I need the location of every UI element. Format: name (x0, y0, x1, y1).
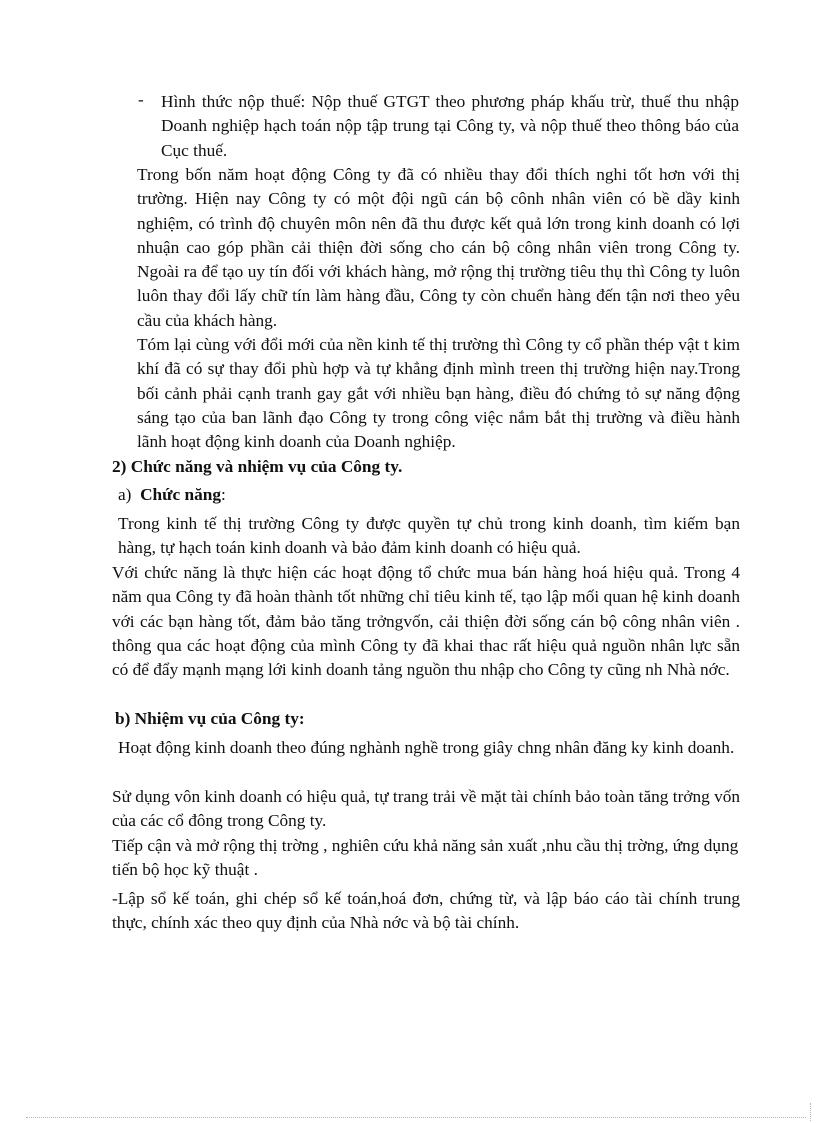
page-corner-mark (810, 1103, 811, 1121)
page-bottom-rule (26, 1117, 806, 1118)
subsection-a-title: Chức năng (140, 485, 222, 504)
subsection-a-colon: : (221, 485, 226, 504)
subsection-a-heading (118, 483, 738, 507)
paragraph-market-autonomy: Trong kinh tế thị trường Công ty được quyền tự chủ trong kinh doanh, tìm kiếm bạn hàng, tự hạch toán kinh doanh và bảo đảm kinh doanh có hiệu quả. (118, 514, 740, 558)
section-heading-text: ) Chức năng và nhiệm vụ của Công ty. (120, 457, 403, 476)
bullet-dash: - (138, 90, 144, 109)
paragraph-function-details: Với chức năng là thực hiện các hoạt động tổ chức mua bán hàng hoá hiệu quả. Trong 4 năm qua Công ty đã hoàn thành tốt những chỉ tiêu kinh tế, tạo lập mối quan hệ kinh doanh với các bạn hàng tốt, đảm bảo tăng trởngvốn, cải thiện đời sống cán bộ công nhân viên . thông qua các hoạt động của mình Công ty đã khai thac rất hiệu quả nguồn nhân lực sẵn có để đẩy mạnh mạng lới kinh doanh tảng nguồn thu nhập cho Công ty cũng nh Nhà nớc. (112, 563, 740, 680)
subsection-b-heading: b) Nhiệm vụ của Công ty: (115, 709, 305, 728)
subsection-a-label: a) (118, 485, 132, 504)
paragraph-accounting: -Lập sổ kế toán, ghi chép sổ kế toán,hoá đơn, chứng từ, và lập báo cáo tài chính trung thực, chính xác theo quy định của Nhà nớc và bộ tài chính. (112, 889, 740, 933)
section-number: 2 (112, 457, 121, 476)
section-heading-functions (112, 455, 740, 479)
paragraph-business-license: Hoạt động kinh doanh theo đúng nghành nghề trong giây chng nhân đăng ky kinh doanh. (118, 738, 735, 757)
tax-payment-bullet: Hình thức nộp thuế: Nộp thuế GTGT theo phương pháp khấu trừ, thuế thu nhập Doanh nghiệp hạch toán nộp tập trung tại Công ty, và nộp thuế theo thông báo của Cục thuế. (161, 92, 739, 160)
paragraph-summary: Tóm lại cùng với đổi mới của nền kinh tế thị trường thì Công ty cổ phần thép vật t kim khí đã có sự thay đổi phù hợp và tự khẳng định mình treen thị trường hiện nay.Trong bối cảnh phải cạnh tranh gay gắt với nhiều bạn hàng, điều đó chứng tỏ sự năng động sáng tạo của ban lãnh đạo Công ty trong công việc nắm bắt thị trường và điều hành lãnh hoạt động kinh doanh của Doanh nghiệp. (137, 335, 740, 452)
paragraph-capital-use: Sử dụng vôn kinh doanh có hiệu quả, tự trang trải về mặt tài chính bảo toàn tăng trởng vốn của các cổ đông trong Công ty. (112, 787, 740, 831)
paragraph-market-research: Tiếp cận và mở rộng thị trờng , nghiên cứu khả năng sản xuất ,nhu cầu thị trờng, ứng dụng tiến bộ học kỹ thuật . (112, 836, 739, 880)
paragraph-four-years: Trong bốn năm hoạt động Công ty đã có nhiều thay đổi thích nghi tốt hơn với thị trường. Hiện nay Công ty có một đội ngũ cán bộ cônh nhân viên có bề dầy kinh nghiệm, có trình độ chuyên môn nên đã thu được kết quả lớn trong kinh doanh có lợi nhuận cao góp phần cải thiện đời sống cho cán bộ công nhân viên trong Công ty. Ngoài ra để tạo uy tín đối với khách hàng, mở rộng thị trường tiêu thụ thì Công ty luôn luôn thay đổi lấy chữ tín làm hàng đầu, Công ty còn chuển hàng đến tận nơi theo yêu cầu của khách hàng. (137, 165, 740, 330)
